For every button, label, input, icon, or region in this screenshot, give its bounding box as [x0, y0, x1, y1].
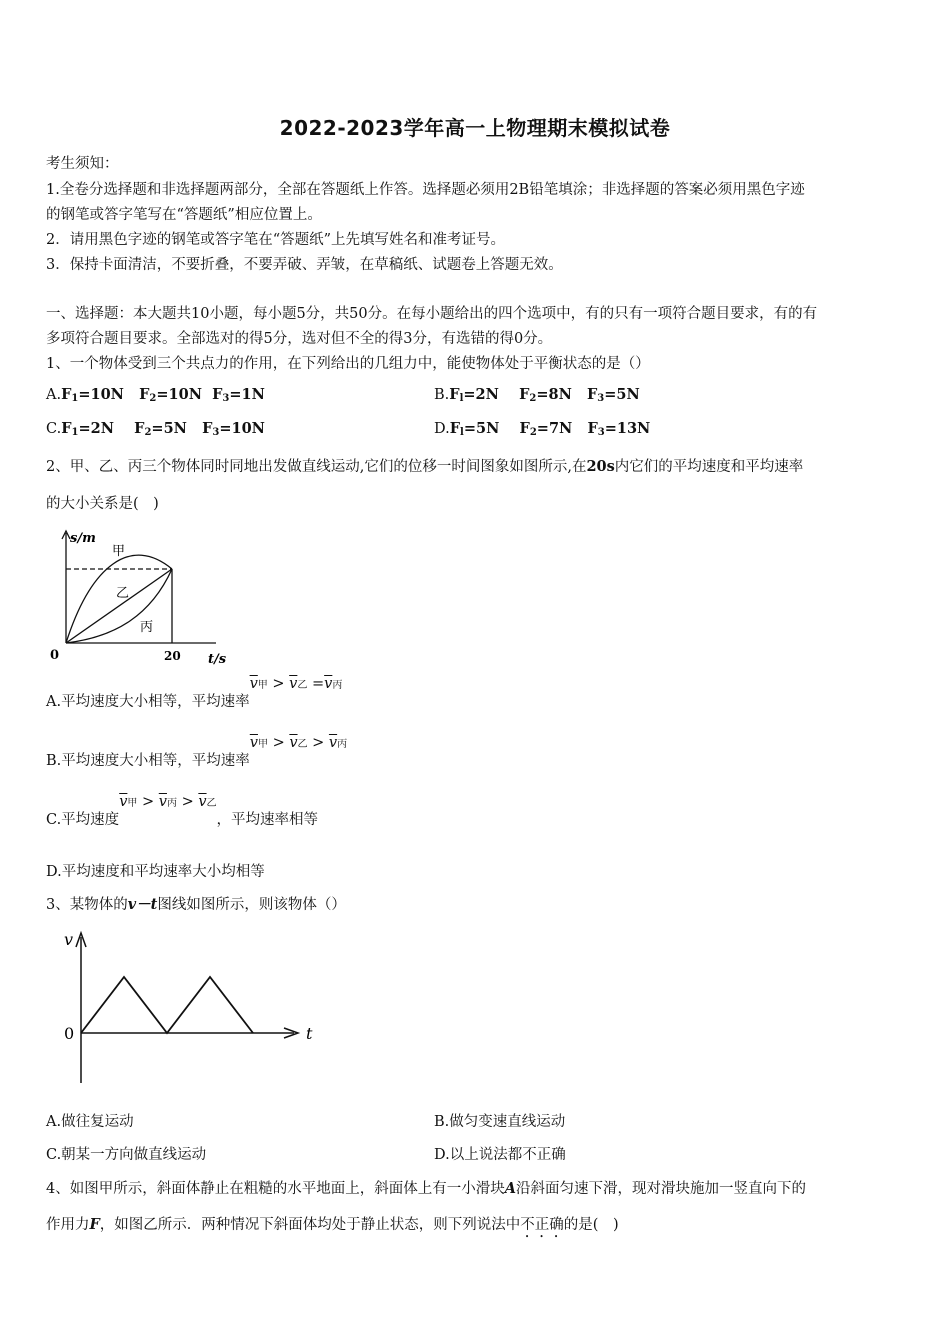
- q1-option-b[interactable]: $B.F_l=2N$ $F_2=8N$ $F_3=5N$: [434, 386, 640, 404]
- q3-option-d[interactable]: D.以上说法都不正确: [434, 1147, 566, 1163]
- q2-option-d[interactable]: D.平均速度和平均速率大小均相等: [46, 864, 265, 880]
- q2-stem-cont: 的大小关系是( ): [46, 496, 159, 512]
- q2-option-b-formula: $\overline{v}$甲 > $\overline{v}$乙 > $\overline{v}$丙: [249, 735, 348, 751]
- q2-x-label: t/s: [208, 652, 227, 667]
- q2-option-c[interactable]: C.平均速度$\overline{v}$甲 > $\overline{v}$丙 > $\overline{v}$乙，平均速率相等: [46, 794, 319, 828]
- notice-item-1-cont: 的钢笔或答字笔写在“答题纸”相应位置上。: [46, 207, 322, 223]
- q3-option-b[interactable]: B.做匀变速直线运动: [434, 1114, 566, 1130]
- section-1-intro: 一、选择题：本大题共10小题，每小题5分，共50分。在每小题给出的四个选项中，有的只有一项符合题目要求，有的有: [46, 306, 818, 322]
- notice-item-1: 1.全卷分选择题和非选择题两部分，全部在答题纸上作答。选择题必须用2B铅笔填涂；非选择题的答案必须用黑色字迹: [46, 182, 805, 198]
- q2-label-jia: 甲: [112, 544, 126, 559]
- q2-x-tick-20: 20: [164, 649, 181, 663]
- q3-vt-graph: [56, 925, 336, 1090]
- q2-line-yi: [66, 569, 172, 643]
- q2-option-a[interactable]: A.平均速度大小相等，平均速率$\overline{v}$甲 > $\overline{v}$乙 $=\overline{v}$丙: [46, 676, 343, 710]
- q3-x-label: t: [306, 1024, 313, 1043]
- q2-option-b[interactable]: B.平均速度大小相等，平均速率$\overline{v}$甲 > $\overline{v}$乙 > $\overline{v}$丙: [46, 735, 348, 769]
- q3-origin: 0: [64, 1024, 75, 1043]
- q2-label-yi: 乙: [116, 586, 130, 601]
- q4-stem: 4、如图甲所示，斜面体静止在粗糙的水平地面上，斜面体上有一小滑块A沿斜面匀速下滑，现对滑块施加一竖直向下的: [46, 1180, 806, 1197]
- q3-option-c[interactable]: C.朝某一方向做直线运动: [46, 1147, 207, 1163]
- q3-y-label: v: [64, 930, 74, 949]
- notice-item-2: 2．请用黑色字迹的钢笔或答字笔在“答题纸”上先填写姓名和准考证号。: [46, 232, 506, 248]
- q1-stem: 1、一个物体受到三个共点力的作用，在下列给出的几组力中，能使物体处于平衡状态的是（）: [46, 356, 650, 372]
- page-title: 2022-2023学年高一上物理期末模拟试卷: [279, 116, 671, 140]
- q1-option-d[interactable]: $D.F_l=5N$ $F_2=7N$ $F_3=13N$: [434, 420, 651, 438]
- q2-option-a-formula: $\overline{v}$甲 > $\overline{v}$乙 $=\overline{v}$丙: [249, 676, 343, 692]
- q2-label-bing: 丙: [140, 620, 154, 635]
- q3-option-a[interactable]: A.做往复运动: [46, 1114, 134, 1130]
- q2-y-label: s/m: [70, 531, 96, 546]
- q1-option-c[interactable]: $C.F_1=2N$ $F_2=5N$ $F_3=10N$: [46, 420, 265, 438]
- q4-emphasis-not-correct: 不正确: [520, 1217, 564, 1233]
- q2-stem: 2、甲、乙、丙三个物体同时同地出发做直线运动,它们的位移一时间图象如图所示,在20s内它们的平均速度和平均速率: [46, 458, 804, 475]
- q2-origin: 0: [50, 648, 60, 663]
- q2-st-graph: [46, 525, 246, 670]
- q3-triangle-wave: [81, 977, 253, 1033]
- section-1-intro-cont: 多项符合题目要求。全部选对的得5分，选对但不全的得3分，有选错的得0分。: [46, 331, 553, 347]
- q2-option-c-formula: $\overline{v}$甲 > $\overline{v}$丙 > $\overline{v}$乙: [119, 794, 217, 810]
- q3-stem: 3、某物体的v－t图线如图所示，则该物体（）: [46, 896, 346, 913]
- q1-option-a[interactable]: $A.F_1=10N$ $F_2=10N$ $F_3=1N$: [46, 386, 265, 404]
- q4-stem-cont: 作用力F，如图乙所示．两种情况下斜面体均处于静止状态，则下列说法中不正确的是( ): [46, 1216, 619, 1233]
- notice-heading: 考生须知：: [46, 156, 119, 172]
- notice-item-3: 3．保持卡面清洁，不要折叠，不要弄破、弄皱，在草稿纸、试题卷上答题无效。: [46, 257, 563, 273]
